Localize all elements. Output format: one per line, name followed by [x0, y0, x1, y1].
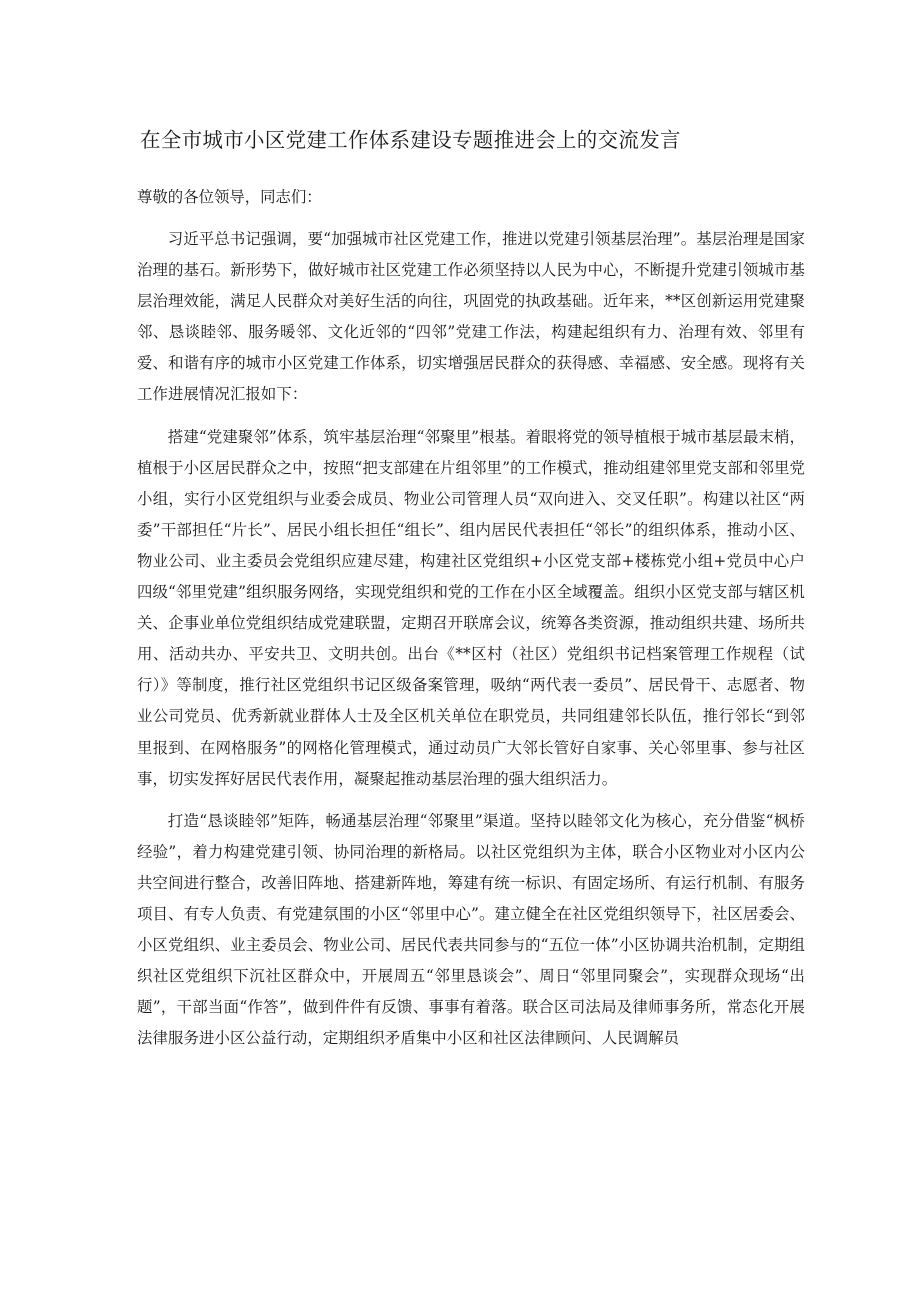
document-title: 在全市城市小区党建工作体系建设专题推进会上的交流发言	[140, 128, 681, 152]
paragraph-party-building: 搭建“党建聚邻”体系，筑牢基层治理“邻聚里”根基。着眼将党的领导植根于城市基层最末梢，植根于小区居民群众之中，按照“把支部建在片组邻里”的工作模式，推动组建邻里党支部和邻里党小组，实行小区党组织与业委会成员、物业公司管理人员“双向进入、交叉任职”。构建以社区“两委”干部担任“片长”、居民小组长担任“组长”、组内居民代表担任“邻长”的组织体系，推动小区、物业公司、业主委员会党组织应建尽建，构建社区党组织+小区党支部+楼栋党小组+党员中心户四级“邻里党建”组织服务网络，实现党组织和党的工作在小区全域覆盖。组织小区党支部与辖区机关、企事业单位党组织结成党建联盟，定期召开联席会议，统筹各类资源，推动组织共建、场所共用、活动共办、平安共卫、文明共创。出台《**区村（社区）党组织书记档案管理工作规程（试行）》等制度，推行社区党组织书记区级备案管理，吸纳“两代表一委员”、居民骨干、志愿者、物业公司党员、优秀新就业群体人士及全区机关单位在职党员，共同组建邻长队伍，推行邻长“到邻里报到、在网格服务”的网格化管理模式，通过动员广大邻长管好自家事、关心邻里事、参与社区事，切实发挥好居民代表作用，凝聚起推动基层治理的强大组织活力。	[137, 427, 805, 788]
salutation: 尊敬的各位领导，同志们：	[137, 188, 322, 206]
paragraph-intro: 习近平总书记强调，要“加强城市社区党建工作，推进以党建引领基层治理”。基层治理是国家治理的基石。新形势下，做好城市社区党建工作必须坚持以人民为中心，不断提升党建引领城市基层治理效能，满足人民群众对美好生活的向往，巩固党的执政基础。近年来，**区创新运用党建聚邻、恳谈睦邻、服务暖邻、文化近邻的“四邻”党建工作法，构建起组织有力、治理有效、邻里有爱、和谐有序的城市小区党建工作体系，切实增强居民群众的获得感、幸福感、安全感。现将有关工作进展情况汇报如下：	[137, 230, 805, 404]
paragraph-neighbor-talks: 打造“恳谈睦邻”矩阵，畅通基层治理“邻聚里”渠道。坚持以睦邻文化为核心，充分借鉴“枫桥经验”，着力构建党建引领、协同治理的新格局。以社区党组织为主体，联合小区物业对小区内公共空间进行整合，改善旧阵地、搭建新阵地，筹建有统一标识、有固定场所、有运行机制、有服务项目、有专人负责、有党建氛围的小区“邻里中心”。建立健全在社区党组织领导下，社区居委会、小区党组织、业主委员会、物业公司、居民代表共同参与的“五位一体”小区协调共治机制，定期组织社区党组织下沉社区群众中，开展周五“邻里恳谈会”、周日“邻里同聚会”，实现群众现场“出题”，干部当面“作答”，做到件件有反馈、事事有着落。联合区司法局及律师事务所，常态化开展法律服务进小区公益行动，定期组织矛盾集中小区和社区法律顾问、人民调解员	[137, 811, 805, 1048]
